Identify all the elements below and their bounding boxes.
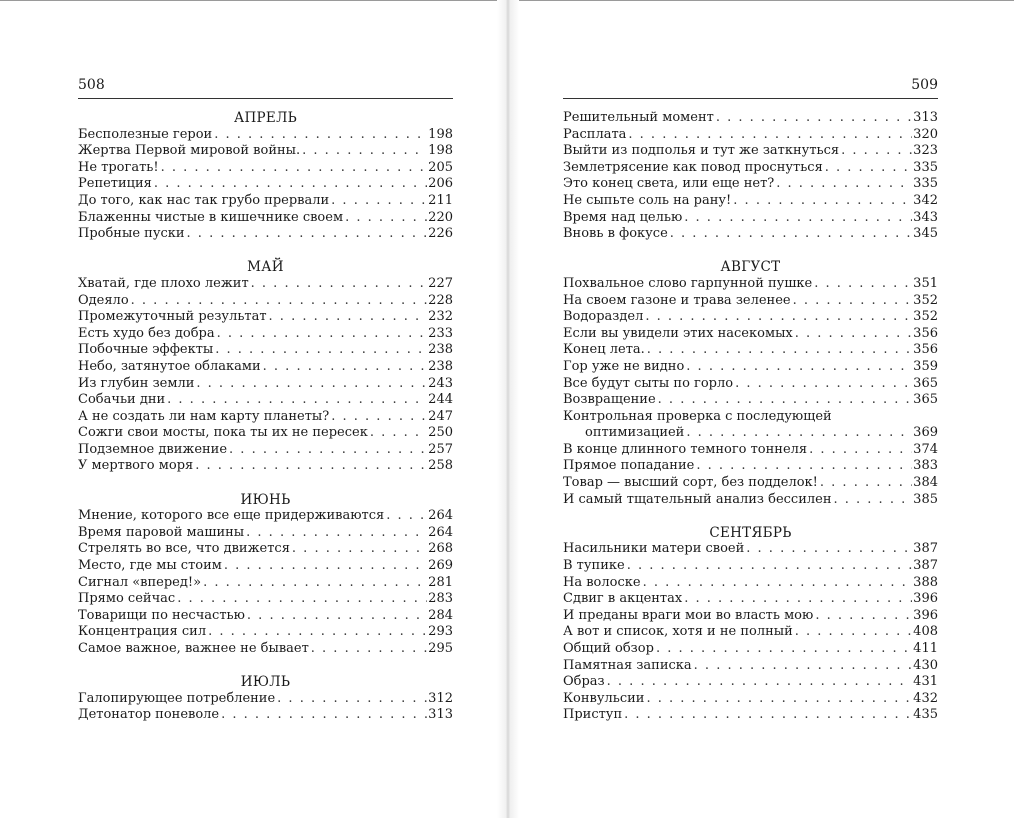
entry-page-number: 396 <box>913 591 938 607</box>
entry-page-number: 356 <box>913 325 938 341</box>
entry-title: Стрелять во все, что движется <box>78 541 290 557</box>
right-page-number: 509 <box>911 77 938 93</box>
entry-page-number: 228 <box>428 292 453 308</box>
entry-title: Хватай, где плохо лежит <box>78 275 249 291</box>
section-gap <box>563 508 938 525</box>
entry-page-number: 220 <box>428 209 453 225</box>
entry-title: Водораздел <box>563 309 644 325</box>
toc-entry <box>78 276 453 293</box>
toc-entry <box>563 276 938 293</box>
toc-entry <box>78 226 453 243</box>
entry-page-number: 335 <box>913 159 938 175</box>
entry-title: Небо, затянутое облаками <box>78 358 261 374</box>
entry-title: Решительный момент <box>563 110 714 125</box>
entry-page-number: 258 <box>428 458 453 474</box>
entry-page-number: 232 <box>428 309 453 325</box>
entry-title: Самое важное, важнее не бывает <box>78 641 309 656</box>
entry-page-number: 435 <box>913 707 938 723</box>
dot-leader <box>686 359 912 376</box>
entry-page-number: 351 <box>913 275 938 291</box>
entry-page-number: 238 <box>428 342 453 358</box>
toc-entry <box>563 575 938 592</box>
dot-leader <box>263 359 428 376</box>
entry-page-number: 432 <box>913 690 938 706</box>
entry-title: Похвальное слово гарпунной пушке <box>563 275 813 291</box>
dot-leader <box>841 143 912 160</box>
entry-page-number: 430 <box>913 657 938 673</box>
entry-title: Памятная записка <box>563 657 692 673</box>
dot-leader <box>247 608 427 625</box>
section-title: АВГУСТ <box>720 259 781 276</box>
dot-leader <box>628 127 912 144</box>
entry-title: Конец лета. <box>563 342 645 358</box>
entry-page-number: 374 <box>913 441 938 457</box>
left-page <box>78 0 453 724</box>
toc-entry <box>563 541 938 558</box>
entry-title: А вот и список, хотя и не полный <box>563 624 793 640</box>
dot-leader <box>815 608 912 625</box>
entry-page-number: 408 <box>913 624 938 640</box>
section-title: ИЮЛЬ <box>240 674 291 691</box>
toc-entry <box>563 210 938 227</box>
dot-leader <box>370 425 427 442</box>
dot-leader <box>203 575 427 592</box>
dot-leader <box>696 458 912 475</box>
dot-leader <box>229 442 427 459</box>
toc-entry <box>563 193 938 210</box>
toc-entry <box>563 458 938 475</box>
dot-leader <box>647 342 912 359</box>
entry-page-number: 264 <box>428 524 453 540</box>
dot-leader <box>814 276 912 293</box>
dot-leader <box>195 458 427 475</box>
entry-page-number: 243 <box>428 375 453 391</box>
entry-title: Прямо сейчас <box>78 591 176 607</box>
dot-leader <box>809 442 912 459</box>
entry-page-number: 313 <box>428 707 453 723</box>
entry-title: И самый тщательный анализ бессилен <box>563 491 832 507</box>
dot-leader <box>277 691 427 708</box>
entry-page-number: 268 <box>428 541 453 557</box>
toc-entry <box>78 210 453 227</box>
entry-title: Гор уже не видно <box>563 358 685 374</box>
entry-page-number: 384 <box>913 475 938 491</box>
entry-title: Возвращение <box>563 392 656 408</box>
entry-title: Выйти из подполья и тут же заткнуться <box>563 143 840 159</box>
entry-page-number: 411 <box>913 641 938 656</box>
entry-page-number: 250 <box>428 425 453 441</box>
entry-page-number: 352 <box>913 309 938 325</box>
entry-title: И преданы враги мои во власть мою <box>563 607 814 623</box>
toc-entry <box>563 608 938 625</box>
toc-entry <box>78 691 453 708</box>
entry-title: В конце длинного темного тоннеля <box>563 441 808 457</box>
toc-entry <box>78 641 453 658</box>
toc-entry <box>563 641 938 658</box>
toc-entry <box>78 442 453 459</box>
section-gap <box>563 243 938 260</box>
entry-title: Образ <box>563 674 605 690</box>
entry-title: Землетрясение как повод проснуться <box>563 159 823 175</box>
dot-leader <box>627 558 912 575</box>
toc-entry <box>78 309 453 326</box>
dot-leader <box>820 475 912 492</box>
dot-leader <box>292 541 427 558</box>
toc-entry <box>563 160 938 177</box>
dot-leader <box>386 508 427 525</box>
entry-title: Побочные эффекты <box>78 342 214 358</box>
entry-page-number: 206 <box>428 176 453 192</box>
dot-leader <box>167 392 427 409</box>
entry-page-number: 365 <box>913 392 938 408</box>
entry-page-number: 365 <box>913 375 938 391</box>
toc-entry <box>78 127 453 144</box>
section-gap <box>78 243 453 260</box>
toc-entry <box>78 326 453 343</box>
dot-leader <box>694 658 913 675</box>
dot-leader <box>214 127 427 144</box>
entry-page-number: 205 <box>428 159 453 175</box>
toc-entry <box>78 591 453 608</box>
toc-entry <box>563 442 938 459</box>
toc-entry <box>78 392 453 409</box>
entry-page-number: 359 <box>913 358 938 374</box>
toc-entry <box>78 508 453 525</box>
dot-leader <box>161 160 428 177</box>
entry-page-number: 431 <box>913 674 938 690</box>
entry-page-number: 233 <box>428 325 453 341</box>
entry-page-number: 387 <box>913 558 938 574</box>
entry-page-number: 198 <box>428 143 453 159</box>
dot-leader <box>646 691 912 708</box>
entry-title: На волоске <box>563 574 641 590</box>
entry-title: Подземное движение <box>78 441 228 457</box>
dot-leader <box>221 707 427 724</box>
entry-title: А не создать ли нам карту планеты? <box>78 408 330 424</box>
toc-entry <box>78 160 453 177</box>
toc-entry <box>78 143 453 160</box>
entry-page-number: 295 <box>428 641 453 656</box>
entry-title: Есть худо без добра <box>78 325 215 341</box>
toc-entry <box>563 674 938 691</box>
dot-leader <box>311 641 427 658</box>
toc-entry <box>563 176 938 193</box>
entry-page-number: 383 <box>913 458 938 474</box>
dot-leader <box>795 624 912 641</box>
section-title: АПРЕЛЬ <box>233 110 298 126</box>
dot-leader <box>746 541 912 558</box>
entry-title: Одеяло <box>78 292 129 308</box>
toc-entry <box>563 492 938 509</box>
entry-page-number: 320 <box>913 126 938 142</box>
dot-leader <box>246 525 427 542</box>
toc-entry <box>563 558 938 575</box>
entry-page-number: 352 <box>913 292 938 308</box>
dot-leader <box>269 309 428 326</box>
toc-entry <box>78 541 453 558</box>
toc-entry <box>563 658 938 675</box>
toc-entry <box>563 326 938 343</box>
dot-leader <box>215 342 427 359</box>
dot-leader <box>345 210 427 227</box>
right-page <box>563 0 938 724</box>
entry-title: Концентрация сил <box>78 624 207 640</box>
section-title: МАЙ <box>247 259 284 276</box>
entry-page-number: 345 <box>913 226 938 242</box>
dot-leader <box>208 624 427 641</box>
entry-title: Товарищи по несчастью <box>78 607 245 623</box>
entry-title: Место, где мы стоим <box>78 558 222 574</box>
entry-page-number: 226 <box>428 226 453 242</box>
toc-entry <box>563 409 938 442</box>
dot-leader <box>684 210 912 227</box>
entry-title: У мертвого моря <box>78 458 194 474</box>
toc-entry <box>563 110 938 127</box>
book-gutter <box>497 0 519 818</box>
entry-page-number: 283 <box>428 591 453 607</box>
dot-leader <box>302 143 427 160</box>
section-title: СЕНТЯБРЬ <box>709 524 792 541</box>
entry-page-number: 247 <box>428 408 453 424</box>
entry-page-number: 313 <box>913 110 938 125</box>
dot-leader <box>217 326 428 343</box>
section-gap <box>78 658 453 675</box>
entry-title: Репетиция <box>78 176 152 192</box>
toc-entry <box>563 143 938 160</box>
dot-leader <box>776 176 912 193</box>
entry-title: Сигнал «вперед!» <box>78 574 202 590</box>
entry-title: Блаженны чистые в кишечнике своем <box>78 209 344 225</box>
toc-entry <box>78 608 453 625</box>
dot-leader <box>670 226 912 243</box>
toc-entry <box>563 226 938 243</box>
toc-entry <box>563 309 938 326</box>
entry-page-number: 323 <box>913 143 938 159</box>
toc-entry <box>78 624 453 641</box>
toc-entry <box>563 376 938 393</box>
section-gap <box>78 475 453 492</box>
dot-leader <box>224 558 427 575</box>
dot-leader <box>251 276 428 293</box>
toc-entry <box>78 293 453 310</box>
left-page-toc <box>78 99 453 724</box>
toc-entry <box>563 624 938 641</box>
dot-leader <box>834 492 913 509</box>
entry-title: Детонатор поневоле <box>78 707 220 723</box>
entry-page-number: 312 <box>428 690 453 706</box>
toc-entry <box>563 691 938 708</box>
entry-title: Из глубин земли <box>78 375 195 391</box>
entry-page-number: 238 <box>428 358 453 374</box>
dot-leader <box>658 392 913 409</box>
entry-page-number: 211 <box>428 192 453 208</box>
dot-leader <box>187 226 428 243</box>
dot-leader <box>624 707 912 724</box>
dot-leader <box>607 674 913 691</box>
entry-title: Насильники матери своей <box>563 541 745 557</box>
entry-title: Промежуточный результат <box>78 309 267 325</box>
entry-page-number: 281 <box>428 574 453 590</box>
entry-page-number: 264 <box>428 508 453 524</box>
dot-leader <box>795 326 912 343</box>
toc-entry <box>78 176 453 193</box>
dot-leader <box>177 591 427 608</box>
entry-page-number: 284 <box>428 607 453 623</box>
toc-entry <box>78 575 453 592</box>
entry-title: Все будут сыты по горло <box>563 375 734 391</box>
left-page-header <box>78 0 453 99</box>
entry-page-number: 342 <box>913 192 938 208</box>
toc-entry <box>78 376 453 393</box>
entry-title-continuation: оптимизацией <box>585 425 685 441</box>
entry-title: Вновь в фокусе <box>563 226 668 242</box>
toc-entry <box>78 707 453 724</box>
dot-leader <box>716 110 912 127</box>
entry-title: Расплата <box>563 126 627 142</box>
entry-title: Общий обзор <box>563 641 654 656</box>
dot-leader <box>735 376 912 393</box>
entry-title: Не трогать! <box>78 159 159 175</box>
dot-leader <box>656 641 912 658</box>
entry-title: Мнение, которого все еще придерживаются <box>78 508 385 524</box>
entry-page-number: 269 <box>428 558 453 574</box>
entry-title: Жертва Первой мировой войны. <box>78 143 301 159</box>
entry-page-number: 388 <box>913 574 938 590</box>
entry-page-number: 257 <box>428 441 453 457</box>
toc-entry <box>78 425 453 442</box>
entry-title: Сдвиг в акцентах <box>563 591 683 607</box>
entry-title: На своем газоне и трава зеленее <box>563 292 791 308</box>
entry-title: До того, как нас так грубо прервали <box>78 192 330 208</box>
dot-leader <box>684 591 912 608</box>
entry-title: Время над целью <box>563 209 683 225</box>
toc-entry <box>78 525 453 542</box>
entry-page-number: 387 <box>913 541 938 557</box>
toc-entry <box>563 127 938 144</box>
left-page-number: 508 <box>78 77 105 93</box>
dot-leader <box>196 376 427 393</box>
entry-title: Приступ <box>563 707 623 723</box>
entry-page-number: 385 <box>913 491 938 507</box>
entry-title: Не сыпьте соль на рану! <box>563 192 732 208</box>
dot-leader <box>645 309 912 326</box>
dot-leader <box>154 176 427 193</box>
dot-leader <box>331 409 427 426</box>
entry-title: Если вы увидели этих насекомых <box>563 325 793 341</box>
toc-entry <box>78 458 453 475</box>
entry-title: Галопирующее потребление <box>78 690 276 706</box>
toc-entry <box>78 342 453 359</box>
dot-leader <box>733 193 912 210</box>
entry-title: Это конец света, или еще нет? <box>563 176 775 192</box>
entry-title: Сожги свои мосты, пока ты их не пересек <box>78 425 368 441</box>
dot-leader <box>686 425 912 442</box>
entry-page-number: 369 <box>913 425 938 441</box>
entry-page-number: 356 <box>913 342 938 358</box>
entry-title: Прямое попадание <box>563 458 695 474</box>
entry-continuation-line <box>563 425 938 442</box>
section-title: ИЮНЬ <box>240 491 291 508</box>
dot-leader <box>793 293 913 310</box>
right-page-header <box>563 0 938 99</box>
entry-title: Конвульсии <box>563 690 645 706</box>
entry-page-number: 396 <box>913 607 938 623</box>
dot-leader <box>131 293 428 310</box>
dot-leader <box>825 160 912 177</box>
toc-entry <box>563 392 938 409</box>
toc-entry <box>563 707 938 724</box>
entry-page-number: 293 <box>428 624 453 640</box>
toc-entry <box>563 591 938 608</box>
entry-title: Собачьи дни <box>78 392 166 408</box>
dot-leader <box>643 575 913 592</box>
entry-title: В тупике <box>563 558 625 574</box>
entry-page-number: 343 <box>913 209 938 225</box>
entry-page-number: 244 <box>428 392 453 408</box>
entry-title: Пробные пуски <box>78 226 185 242</box>
toc-entry <box>78 359 453 376</box>
entry-title: Время паровой машины <box>78 524 245 540</box>
toc-entry <box>78 193 453 210</box>
entry-title: Бесполезные герои <box>78 126 213 142</box>
toc-entry <box>563 293 938 310</box>
dot-leader <box>331 193 427 210</box>
toc-entry <box>78 558 453 575</box>
entry-page-number: 335 <box>913 176 938 192</box>
entry-page-number: 198 <box>428 126 453 142</box>
entry-title: Товар — высший сорт, без подделок! <box>563 475 818 491</box>
toc-entry <box>563 359 938 376</box>
toc-entry <box>563 342 938 359</box>
toc-entry <box>563 475 938 492</box>
entry-title: Контрольная проверка с последующей <box>563 408 832 424</box>
right-page-toc <box>563 99 938 724</box>
entry-page-number: 227 <box>428 275 453 291</box>
toc-entry <box>78 409 453 426</box>
